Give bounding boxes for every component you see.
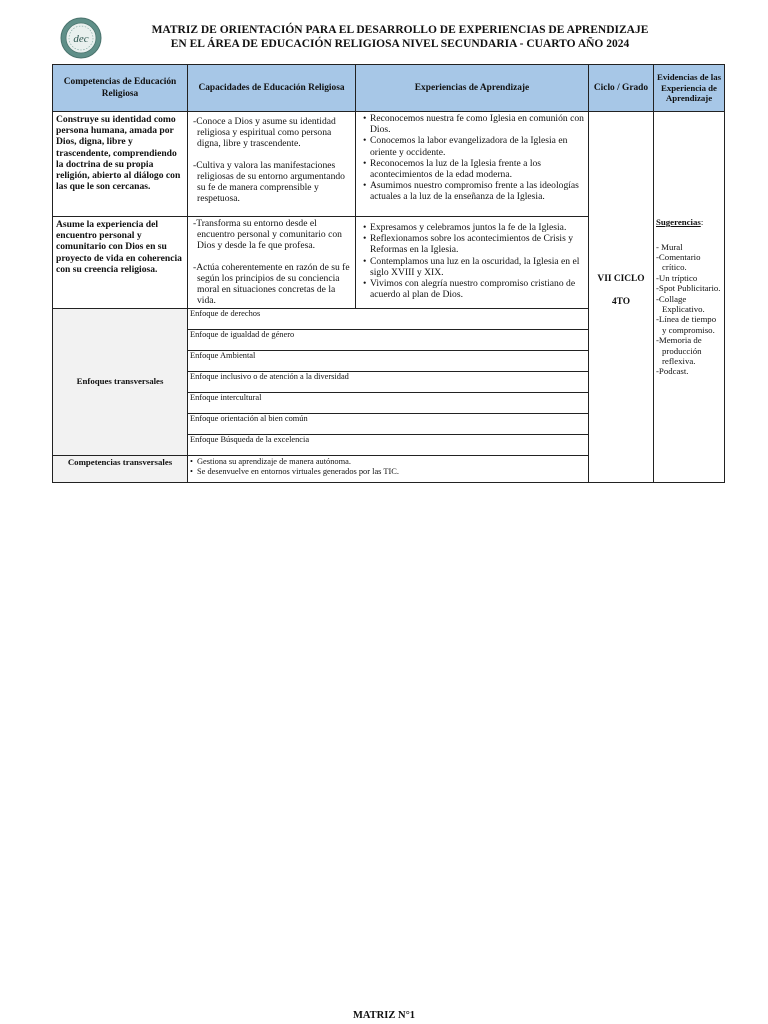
header-experiencias: Experiencias de Aprendizaje: [356, 65, 589, 112]
sugerencias-suffix: :: [700, 217, 704, 228]
capacidad-item: -Actúa coherentemente en razón de su fe según los principios de su conciencia moral en situaciones concretas de la vida.: [193, 261, 350, 307]
evidencia-item: -Podcast.: [656, 366, 689, 377]
experiencia-item: • Reflexionamos sobre los acontecimientos de Crisis y Reformas en la Iglesia.: [370, 233, 586, 255]
table-row: [53, 112, 725, 217]
sugerencias-heading: [656, 217, 722, 227]
experiencia-item: • Reconocemos la luz de la Iglesia frente a los acontecimientos de la edad moderna.: [370, 158, 586, 180]
experiencia-item: • Contemplamos una luz en la oscuridad, la Iglesia en el siglo XVIII y XIX.: [370, 256, 586, 278]
evidencia-item: -Spot Publicitario.: [656, 283, 721, 294]
header-ciclo-grado: Ciclo / Grado: [589, 65, 654, 112]
institution-logo: [60, 17, 102, 59]
experiencias-cell-2: [356, 217, 589, 309]
competencia-cell-1: Construye su identidad como persona humana, amada por Dios, digna, libre y trascendente, comprendiendo la doctrina de su propia religión, abierto al diálogo con las que le son cercanas.: [53, 112, 188, 217]
header-capacidades: Capacidades de Educación Religiosa: [188, 65, 356, 112]
page-title: [120, 24, 680, 51]
evidencia-item: -Línea de tiempo y compromiso.: [656, 314, 717, 335]
experiencia-item: • Conocemos la labor evangelizadora de la Iglesia en oriente y occidente.: [370, 135, 586, 157]
footer-label: MATRIZ N°1: [352, 1010, 416, 1021]
experiencia-item: • Asumimos nuestro compromiso frente a las ideologías actuales a la luz de la enseñanza de la Iglesia.: [370, 180, 586, 202]
capacidad-item: -Cultiva y valora las manifestaciones religiosas de su entorno argumentando su fe de manera comprensible y respetuosa.: [193, 159, 345, 205]
title-line-2: EN EL ÁREA DE EDUCACIÓN RELIGIOSA NIVEL SECUNDARIA - CUARTO AÑO 2024: [170, 37, 630, 50]
capacidades-cell-2: [188, 217, 356, 309]
capacidades-cell-1: [188, 112, 356, 217]
header-competencias: Competencias de Educación Religiosa: [53, 65, 188, 112]
experiencia-item: • Vivimos con alegría nuestro compromiso cristiano de acuerdo al plan de Dios.: [370, 278, 586, 300]
evidencia-item: -Comentario crítico.: [656, 251, 701, 273]
evidencias-cell: [654, 112, 725, 483]
enfoque-item: Enfoque orientación al bien común: [188, 414, 589, 435]
enfoque-item: Enfoque inclusivo o de atención a la diversidad: [188, 372, 589, 393]
competencias-transversales-cell: [188, 456, 589, 483]
evidencia-item: -Collage Explicativo.: [656, 293, 705, 314]
ciclo-label: VII CICLO: [597, 273, 645, 284]
experiencias-cell-1: [356, 112, 589, 217]
competencias-transversales-label: Competencias transversales: [53, 456, 188, 483]
orientation-matrix-table: [52, 64, 725, 483]
header-evidencias: Evidencias de las Experiencia de Aprendizaje: [654, 65, 725, 112]
capacidad-item: -Conoce a Dios y asume su identidad religiosa y espiritual como persona digna, libre y trascendente.: [193, 116, 336, 150]
logo-text: dec: [73, 33, 89, 45]
ciclo-grado-cell: [589, 112, 654, 483]
capacidad-item: -Transforma su entorno desde el encuentro personal y comunitario con Dios y desde la fe que profesa.: [193, 218, 342, 252]
enfoque-item: Enfoque de igualdad de género: [188, 330, 589, 351]
grado-label: 4TO: [611, 297, 631, 307]
competencia-transversal-item: • Gestiona su aprendizaje de manera autónoma.: [197, 457, 586, 467]
table-header-row: [53, 65, 725, 112]
sugerencias-label: Sugerencias: [656, 217, 701, 228]
enfoque-item: Enfoque Búsqueda de la excelencia: [188, 435, 589, 456]
enfoque-item: Enfoque Ambiental: [188, 351, 589, 372]
enfoque-item: Enfoque intercultural: [188, 393, 589, 414]
evidencia-item: -Un tríptico: [656, 272, 698, 283]
evidencia-item: -Memoria de producción reflexiva.: [656, 335, 702, 367]
competencia-cell-2: Asume la experiencia del encuentro personal y comunitario con Dios en su proyecto de vida en coherencia con su creencia religiosa.: [53, 217, 188, 309]
title-line-1: MATRIZ DE ORIENTACIÓN PARA EL DESARROLLO DE EXPERIENCIAS DE APRENDIZAJE: [151, 24, 649, 36]
evidencia-item: - Mural: [656, 241, 683, 252]
enfoque-item: Enfoque de derechos: [188, 309, 589, 330]
enfoques-label: Enfoques transversales: [53, 309, 188, 456]
competencia-transversal-item: • Se desenvuelve en entornos virtuales generados por las TIC.: [197, 467, 586, 477]
experiencia-item: • Expresamos y celebramos juntos la fe de la Iglesia.: [370, 222, 586, 233]
experiencia-item: • Reconocemos nuestra fe como Iglesia en comunión con Dios.: [370, 113, 586, 135]
